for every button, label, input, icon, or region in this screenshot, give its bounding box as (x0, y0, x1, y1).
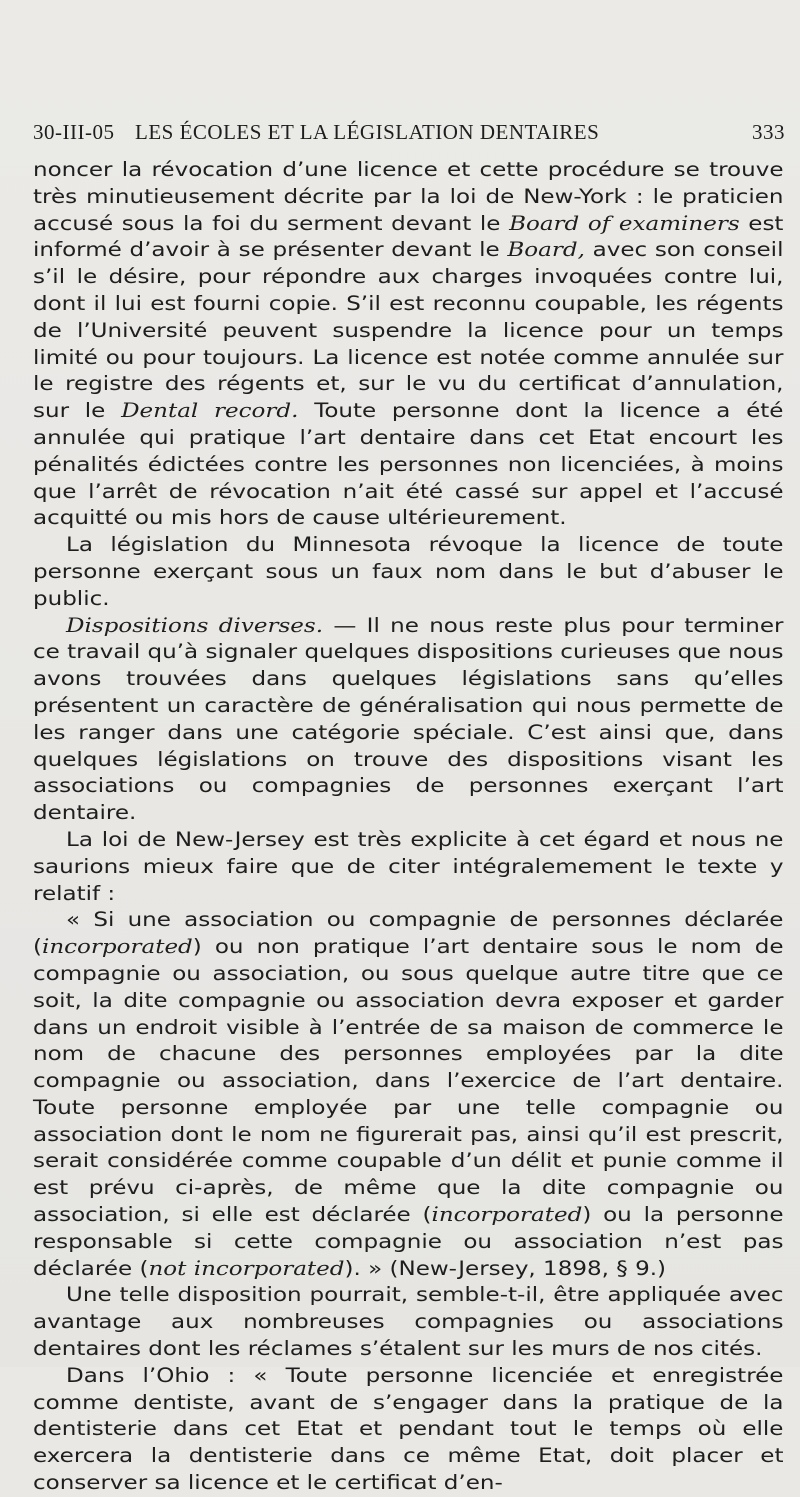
header-issue-ref: 30-III-05 (33, 120, 115, 144)
paragraph-text: — Il ne nous reste plus pour terminer ce travail qu’à signaler quelques dispositions curieuses que nous avons trouvées dans quelques législations sans qu’elles présentent un caractère de généralisation qui nous permette de les ranger dans une catégorie spéciale. C’est ainsi que, dans quelques législations on trouve des dispositions visant les associations ou compagnies de personnes exerçant l’art dentaire. (33, 613, 784, 825)
italic-text: incorporated (41, 935, 193, 959)
paragraph (33, 1363, 783, 1497)
running-header (33, 120, 785, 150)
italic-text: Board of examiners (509, 211, 740, 235)
paragraph-text: Dans l’Ohio : « Toute personne licenciée et enregistrée comme dentiste, avant de s’engager dans la pratique de la dentisterie dans cet Etat et pendant tout le temps où elle exercera la dentisterie dans ce même Etat, doit placer et conserver sa licence et le certificat d’en- (33, 1363, 784, 1495)
paragraph-text: ) ou la personne responsable si cette compagnie ou association n’est pas déclarée ( (33, 1203, 784, 1280)
paragraph (33, 907, 783, 1282)
paragraph-text: ). » (New-Jersey, 1898, § 9.) (344, 1256, 667, 1280)
paragraph-text: La législation du Minnesota révoque la licence de toute personne exerçant sous un faux nom dans le but d’abuser le public. (33, 533, 784, 610)
paragraph-text: « Si une association ou compagnie de personnes déclarée ( (33, 908, 784, 959)
running-title: LES ÉCOLES ET LA LÉGISLATION DENTAIRES (135, 120, 600, 144)
paragraph (33, 157, 783, 532)
paragraph-text: avec son conseil s’il le désire, pour répondre aux charges invoquées contre lui, dont il lui est fourni copie. S’il est reconnu coupable, les régents de l’Université peuvent suspendre la licence pour un temps limité ou pour toujours. La licence est notée comme annulée sur le registre des régents et, sur le vu du certificat d’annulation, sur le (33, 238, 784, 423)
italic-text: Dental record. (121, 399, 299, 423)
paragraph-text: ) ou non pratique l’art dentaire sous le nom de compagnie ou association, ou sous quelque autre titre que ce soit, la dite compagnie ou association devra exposer et garder dans un endroit visible à l’entrée de sa maison de commerce le nom de chacune des personnes employées par la dite compagnie ou association, dans l’exercice de l’art dentaire. Toute personne employée par une telle compagnie ou association dont le nom ne figurerait pas, ainsi qu’il est prescrit, serait considérée comme coupable d’un délit et punie comme il est prévu ci-après, de même que la dite compagnie ou association, si elle est déclarée ( (33, 935, 784, 1227)
paragraph-text: La loi de New-Jersey est très explicite à cet égard et nous ne saurions mieux faire que de citer intégralemement le texte y relatif : (33, 827, 784, 905)
paragraph-text: Une telle disposition pourrait, semble-t-il, être appliquée avec avantage aux nombreuses compagnies ou associations dentaires dont les réclames s’étalent sur les murs de nos cités. (33, 1283, 784, 1361)
paragraph-text: est informé d’avoir à se présenter devant le (33, 211, 784, 262)
paragraph (33, 532, 783, 612)
page-number: 333 (752, 120, 785, 144)
paragraph (33, 827, 783, 907)
paragraph (33, 1282, 783, 1362)
italic-text: incorporated (431, 1203, 583, 1227)
italic-text: not incorporated (148, 1256, 345, 1280)
paragraph (33, 613, 783, 827)
paragraph-text: noncer la révocation d’une licence et cette procédure se trouve très minutieusement décrite par la loi de New-York : le praticien accusé sous la foi du serment devant le (33, 158, 784, 235)
italic-text: Board, (507, 238, 585, 262)
body-text (33, 157, 783, 1497)
paragraph-text: Toute personne dont la licence a été annulée qui pratique l’art dentaire dans cet Etat encourt les pénalités édictées contre les personnes non licenciées, à moins que l’arrêt de révocation n’ait été cassé sur appel et l’accusé acquitté ou mis hors de cause ultérieurement. (33, 399, 784, 530)
italic-text: Dispositions diverses. (66, 613, 324, 637)
